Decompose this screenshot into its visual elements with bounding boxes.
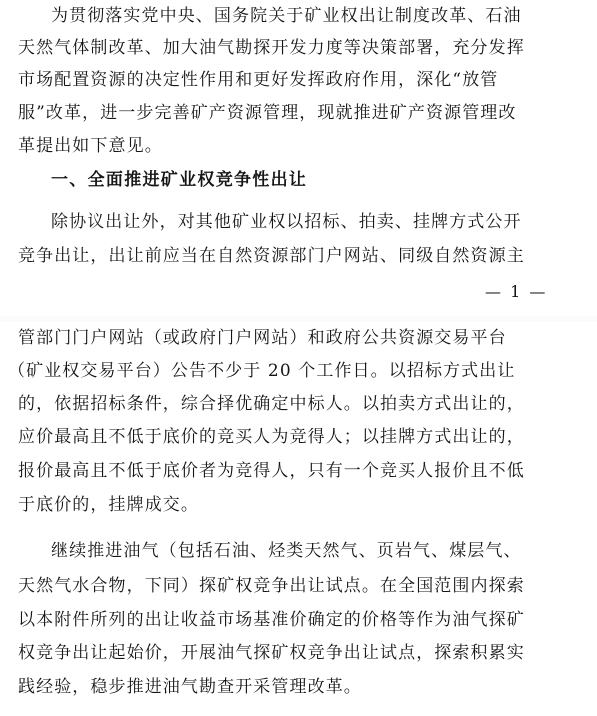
page-number: — 1 — [485,282,548,301]
paragraph-line: （矿业权交易平台）公告不少于 20 个工作日。以招标方式出让 [8,361,516,381]
paragraph-line: 于底价的，挂牌成交。 [18,495,199,515]
paragraph-line: 革提出如下意见。 [18,136,163,156]
paragraph-line: 应价最高且不低于底价的竞买人为竞得人；以挂牌方式出让的， [18,427,525,447]
document-page-2 [0,322,597,716]
paragraph-line: 践经验，稳步推进油气勘查开采管理改革。 [18,677,362,697]
paragraph-line: 继续推进油气（包括石油、烃类天然气、页岩气、煤层气、 [51,541,522,561]
paragraph-line: 除协议出让外，对其他矿业权以招标、拍卖、挂牌方式公开 [51,212,522,232]
paragraph-line: 管部门门户网站（或政府门户网站）和政府公共资源交易平台 [18,328,507,348]
paragraph-line: 为贯彻落实党中央、国务院关于矿业权出让制度改革、石油 [51,6,522,26]
document-page-1 [0,0,597,316]
paragraph-line: 天然气水合物，下同）探矿权竞争出让试点。在全国范围内探索 [18,576,525,596]
section-heading: 一、全面推进矿业权竞争性出让 [51,170,308,190]
paragraph-line: 市场配置资源的决定性作用和更好发挥政府作用，深化“放管 [18,70,499,90]
paragraph-line: 天然气体制改革、加大油气勘探开发力度等决策部署，充分发挥 [18,38,525,58]
paragraph-line: 的，依据招标条件，综合择优确定中标人。以拍卖方式出让的， [18,394,525,414]
paragraph-line: 服”改革，进一步完善矿产资源管理，现就推进矿产资源管理改 [18,103,517,123]
paragraph-line: 以本附件所列的出让收益市场基准价确定的价格等作为油气探矿 [18,610,525,630]
paragraph-line: 报价最高且不低于底价者为竞得人，只有一个竞买人报价且不低 [18,461,525,481]
paragraph-line: 竞争出让，出让前应当在自然资源部门户网站、同级自然资源主 [18,246,525,266]
paragraph-line: 权竞争出让起始价，开展油气探矿权竞争出让试点，探索积累实 [18,643,525,663]
